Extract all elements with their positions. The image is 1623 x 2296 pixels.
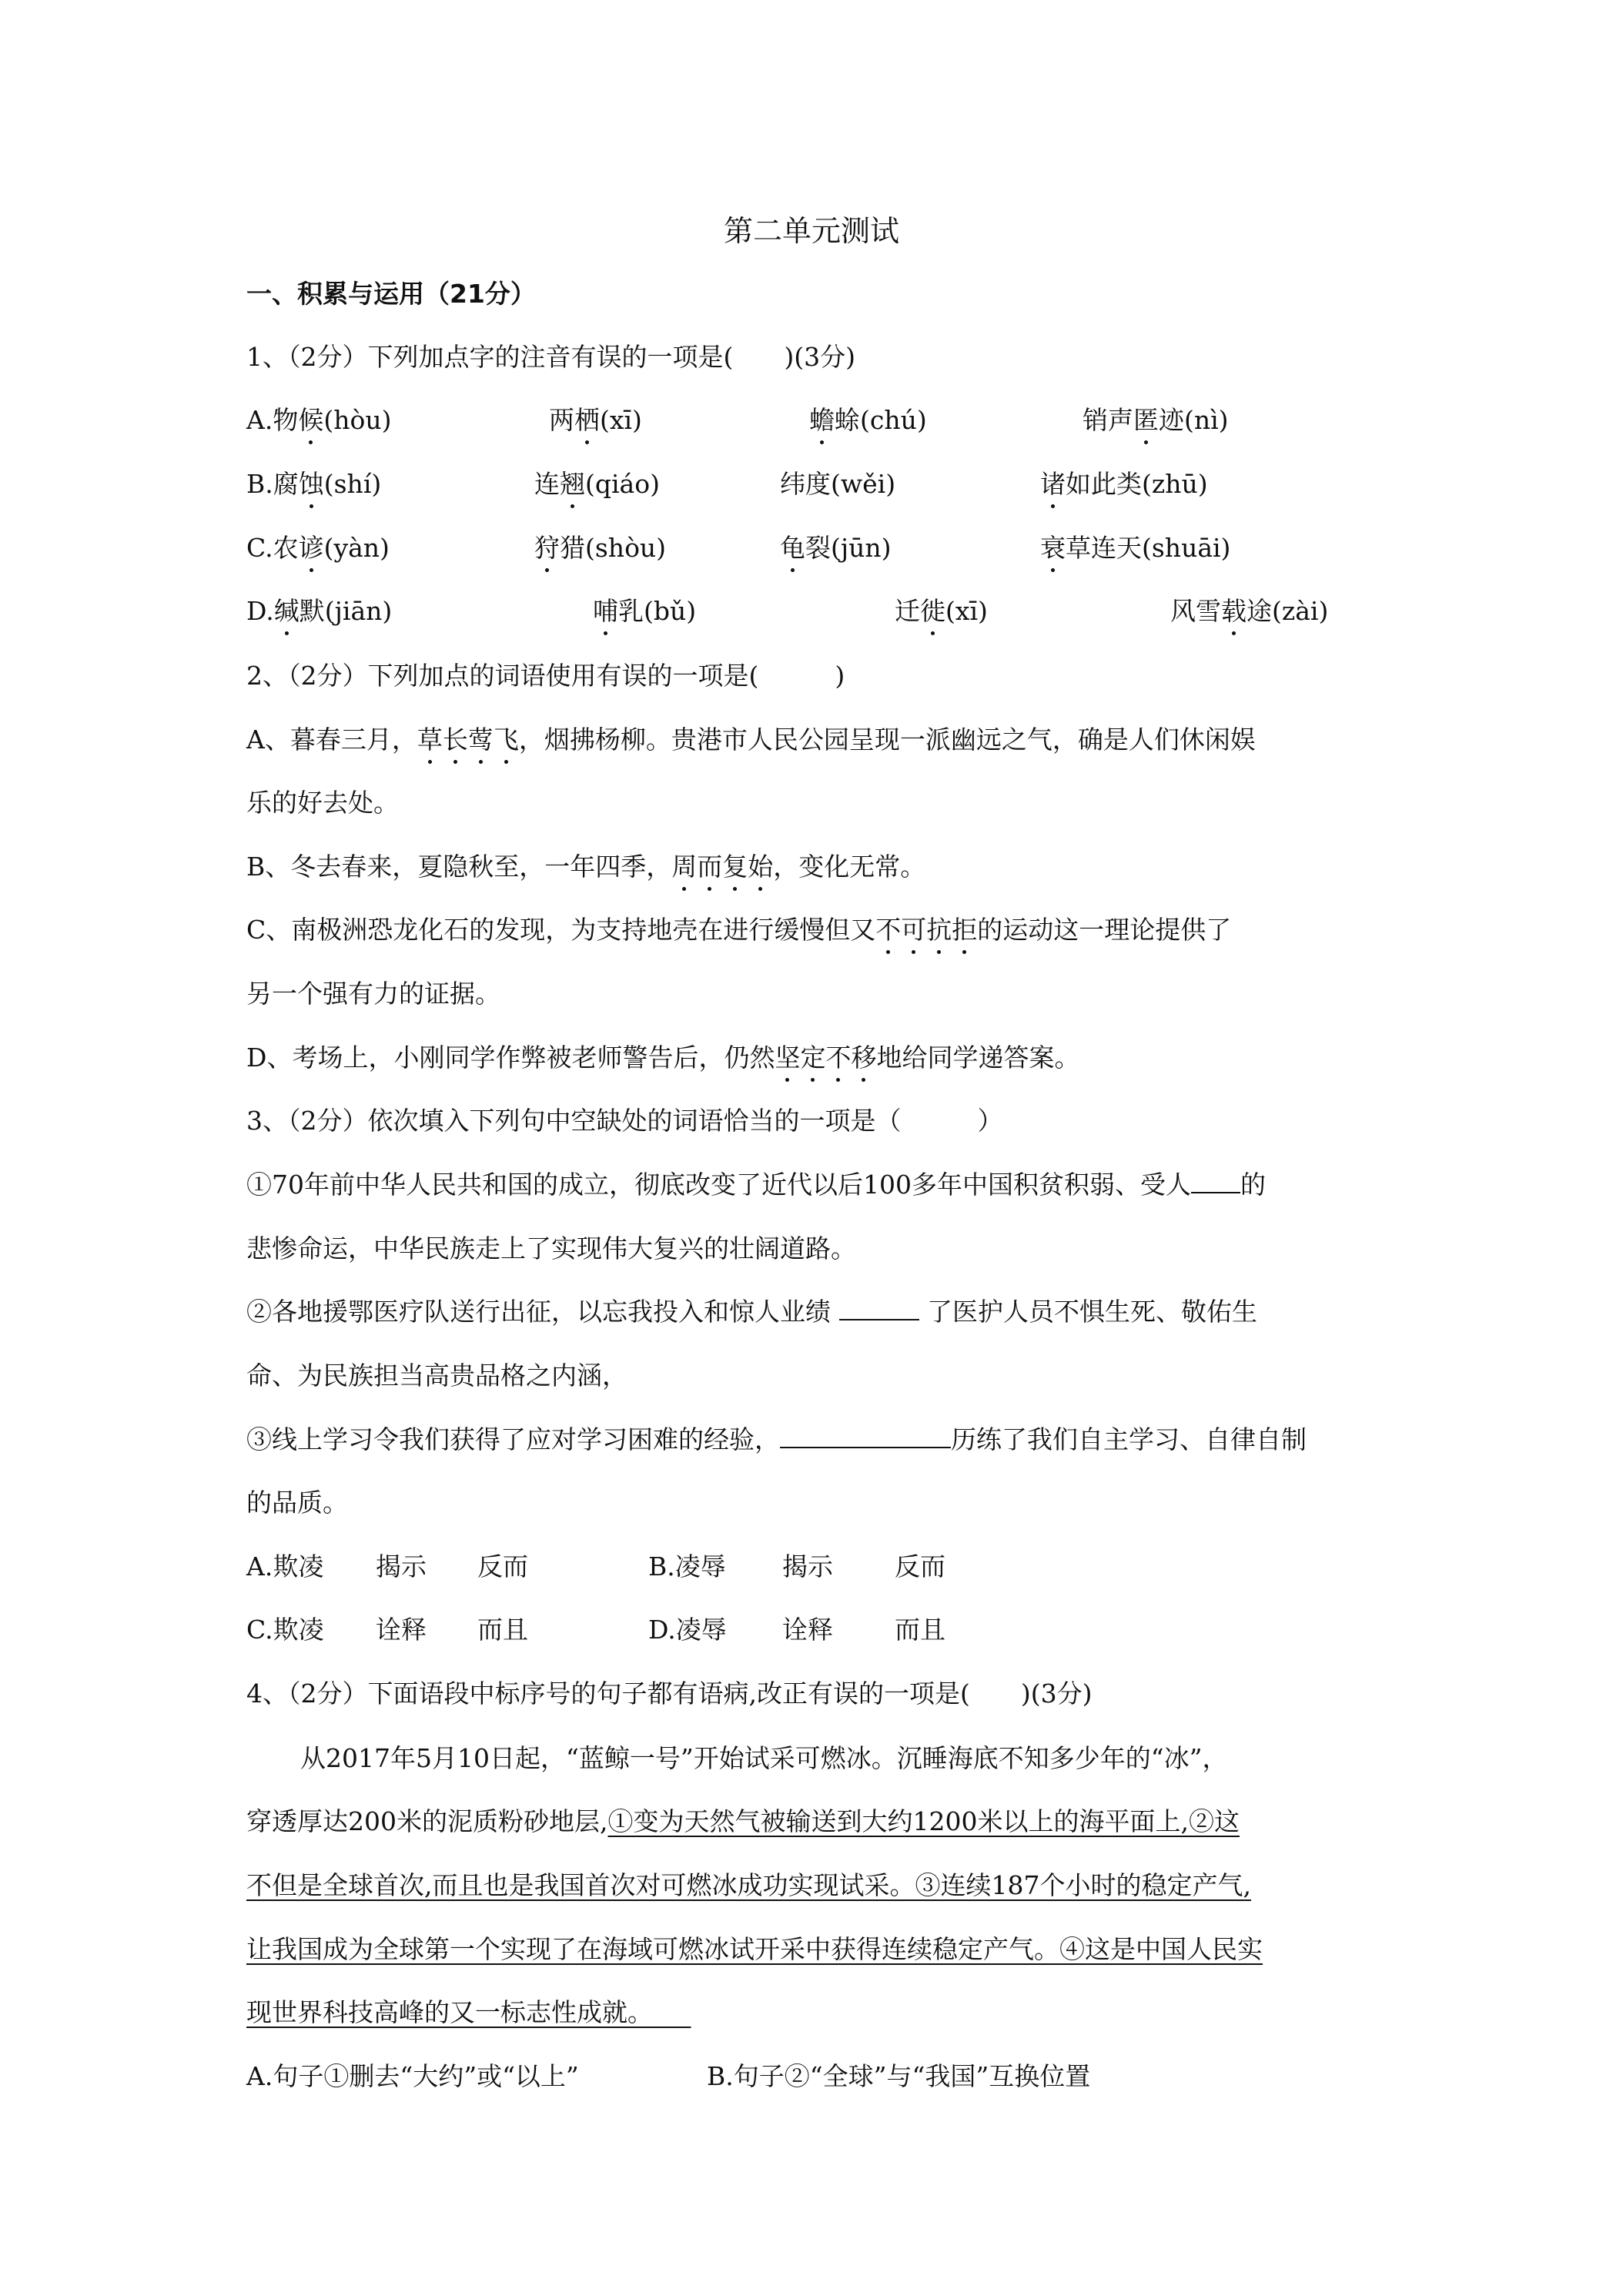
q3-sentence-2-cont: 命、为民族担当高贵品格之内涵， [246,1361,627,1391]
q3-stem: 3、（2分）依次填入下列句中空缺处的词语恰当的一项是（ ） [246,1106,1003,1136]
q4-passage-line-3: 不但是全球首次,而且也是我国首次对可燃冰成功实现试采。③连续187个小时的稳定产气, [246,1870,1251,1900]
q1-option-c: C.农谚(yàn) 狩猎(shòu) 龟裂(jūn) 衰草连天(shuāi) [246,531,1401,565]
answer-blank[interactable] [1191,1169,1240,1193]
page-title: 第二单元测试 [723,214,899,248]
q4-passage-line-5: 现世界科技高峰的又一标志性成就。 [246,1997,641,2027]
answer-blank[interactable] [780,1424,951,1448]
q4-passage-line-2: 穿透厚达200米的泥质粉砂地层,①变为天然气被输送到大约1200米以上的海平面上,②这 [246,1806,1240,1836]
q1-option-b: B.腐蚀(shí) 连翘(qiáo) 纬度(wěi) 诸如此类(zhū) [246,467,1401,501]
q2-option-c: C、南极洲恐龙化石的发现，为支持地壳在进行缓慢但又不可抗拒的运动这一理论提供了 [246,913,1231,947]
q1-option-d: D.缄默(jiān) 哺乳(bǔ) 迁徙(xī) 风雪载途(zài) [246,594,1401,628]
q3-sentence-1-cont: 悲惨命运，中华民族走上了实现伟大复兴的壮阔道路。 [246,1233,856,1263]
q3-sentence-3-cont: 的品质。 [246,1488,348,1518]
document-page: 第二单元测试 一、积累与运用（21分） 1、（2分）下列加点字的注音有误的一项是( )(3分) A.物候(hòu) 两栖(xī) 蟾蜍(chú) 销声匿迹(nì) B.腐蚀(shí) 连翘(qiáo) 纬度(wěi) 诸如此类(zhū) C.农谚(yàn) 狩猎(shòu) 龟裂(jūn) 衰草连天(shuāi) D.缄默(jiān) 哺乳(bǔ) 迁徙(xī) 风雪载途(zài) 2、（2分）下列加点的词语使用有误的一项是( ) A、暮春三月，草长莺飞，烟拂杨柳。贵港市人民公园呈现一派幽远之气，确是人们休闲娱 乐的好去处。 B、冬去春来，夏隐秋至，一年四季，周而复始，变化无常。 C、南极洲恐龙化石的发现，为支持地壳在进行缓慢但又不可抗拒的运动这一理论提供了 另一个强有力的证据。 D、考场上，小刚同学作弊被老师警告后，仍然坚定不移地给同学递答案。 3、（2分）依次填入下列句中空缺处的词语恰当的一项是（ ） ①70年前中华人民共和国的成立，彻底改变了近代以后100多年中国积贫积弱、受人 的 悲惨命运，中华民族走上了实现伟大复兴的壮阔道路。 ②各地援鄂医疗队送行出征，以忘我投入和惊人业绩 了医护人员不惧生死、敬佑生 命、为民族担当高贵品格之内涵， ③线上学习令我们获得了应对学习困难的经验， 历练了我们自主学习、自律自制 的品质。 A.欺凌 揭示 反而 B.凌辱 揭示 反而 C.欺凌 诠释 而且 D.凌辱 诠释 而且 4、（2分）下面语段中标序号的句子都有语病,改正有误的一项是( )(3分) 从2017年5月10日起，“蓝鲸一号”开始试采可燃冰。沉睡海底不知多少年的“冰”， 穿透厚达200米的泥质粉砂地层,①变为天然气被输送到大约1200米以上的海平面上,②这 不但是全球首次,而且也是我国首次对可燃冰成功实现试采。③连续187个小时的稳定产气, 让我国成为全球第一个实现了在海域可燃冰试开采中获得连续稳定产气。④这是中国人民实 现世界科技高峰的又一标志性成就。 A.句子①删去“大约”或“以上” B.句子②“全球”与“我国”互换位置 [0,0,1623,2296]
q2-option-b: B、冬去春来，夏隐秋至，一年四季，周而复始，变化无常。 [246,850,925,884]
q1-option-a: A.物候(hòu) 两栖(xī) 蟾蜍(chú) 销声匿迹(nì) [246,403,1401,437]
q1-stem: 1、（2分）下列加点字的注音有误的一项是( )(3分) [246,342,855,372]
section-heading: 一、积累与运用（21分） [246,279,536,309]
q2-stem: 2、（2分）下列加点的词语使用有误的一项是( ) [246,661,845,691]
q2-option-a: A、暮春三月，草长莺飞，烟拂杨柳。贵港市人民公园呈现一派幽远之气，确是人们休闲娱 [246,723,1256,757]
q4-passage-line-1: 从2017年5月10日起，“蓝鲸一号”开始试采可燃冰。沉睡海底不知多少年的“冰”， [300,1743,1228,1773]
q4-option-a: A.句子①删去“大约”或“以上” [246,2061,579,2091]
q3-sentence-1: ①70年前中华人民共和国的成立，彻底改变了近代以后100多年中国积贫积弱、受人 的 [246,1170,1266,1200]
q2-option-d: D、考场上，小刚同学作弊被老师警告后，仍然坚定不移地给同学递答案。 [246,1041,1079,1075]
answer-blank[interactable] [839,1296,919,1320]
q4-passage-line-4: 让我国成为全球第一个实现了在海域可燃冰试开采中获得连续稳定产气。④这是中国人民实 [246,1934,1263,1964]
q4-option-b: B.句子②“全球”与“我国”互换位置 [707,2061,1091,2091]
q3-sentence-2: ②各地援鄂医疗队送行出征，以忘我投入和惊人业绩 了医护人员不惧生死、敬佑生 [246,1297,1257,1327]
q2-option-a-cont: 乐的好去处。 [246,788,399,818]
q2-option-c-cont: 另一个强有力的证据。 [246,979,500,1009]
q4-stem: 4、（2分）下面语段中标序号的句子都有语病,改正有误的一项是( )(3分) [246,1678,1093,1709]
dotted-phrase: 草长莺飞 [417,725,519,755]
q3-sentence-3: ③线上学习令我们获得了应对学习困难的经验， 历练了我们自主学习、自律自制 [246,1424,1307,1454]
